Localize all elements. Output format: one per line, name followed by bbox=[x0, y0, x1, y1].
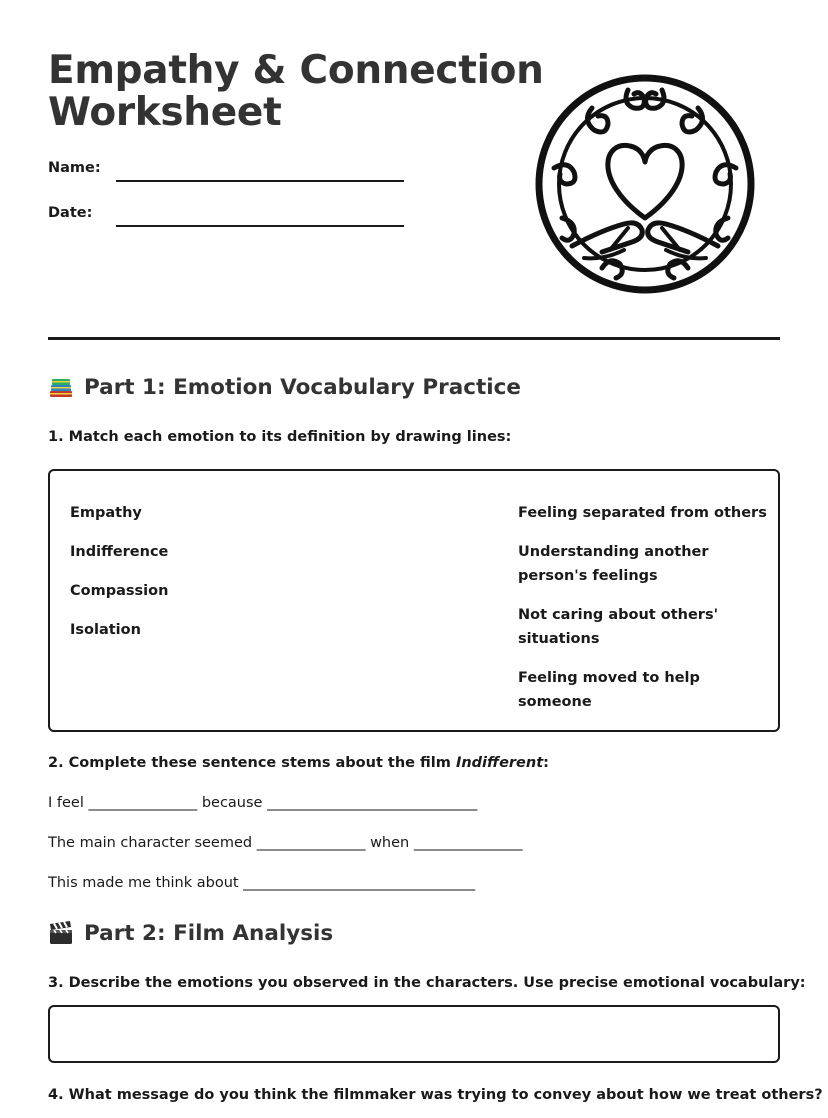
question-2-suffix: : bbox=[543, 755, 549, 771]
question-3-answer-box[interactable] bbox=[48, 1005, 780, 1063]
books-icon bbox=[48, 374, 74, 400]
title-line-1: Empathy & Connection bbox=[48, 48, 544, 93]
part2-title bbox=[48, 920, 333, 946]
page-title bbox=[48, 50, 544, 134]
emotion-item[interactable]: Empathy bbox=[70, 505, 142, 521]
emotion-item[interactable]: Compassion bbox=[70, 583, 169, 599]
definition-list bbox=[518, 505, 768, 729]
date-label: Date: bbox=[48, 205, 93, 221]
question-2-prefix: 2. Complete these sentence stems about the film bbox=[48, 755, 456, 771]
emotion-list bbox=[70, 505, 168, 661]
part1-title bbox=[48, 374, 521, 400]
part1-title-text: Part 1: Emotion Vocabulary Practice bbox=[84, 374, 521, 400]
film-title: Indifferent bbox=[455, 755, 544, 771]
question-4: 4. What message do you think the filmmaker was trying to convey about how we treat others? bbox=[48, 1087, 823, 1103]
sentence-stem[interactable]: The main character seemed _______________ when _______________ bbox=[48, 835, 523, 851]
clapperboard-icon bbox=[48, 920, 74, 946]
question-1: 1. Match each emotion to its definition by drawing lines: bbox=[48, 429, 512, 445]
question-3: 3. Describe the emotions you observed in the characters. Use precise emotional vocabulary: bbox=[48, 975, 806, 991]
sentence-stem[interactable]: This made me think about ________________________________ bbox=[48, 875, 476, 891]
question-2 bbox=[48, 755, 549, 771]
header-divider bbox=[48, 337, 780, 340]
name-line[interactable] bbox=[116, 180, 404, 182]
emotion-item[interactable]: Indifference bbox=[70, 544, 169, 560]
emotion-item[interactable]: Isolation bbox=[70, 622, 141, 638]
definition-item[interactable]: Not caring about others' situations bbox=[518, 607, 719, 647]
definition-item[interactable]: Feeling separated from others bbox=[518, 505, 767, 521]
heart-in-hands-icon bbox=[532, 68, 758, 302]
definition-item[interactable]: Understanding another person's feelings bbox=[518, 544, 709, 584]
title-line-2: Worksheet bbox=[48, 90, 282, 135]
name-label: Name: bbox=[48, 160, 101, 176]
definition-item[interactable]: Feeling moved to help someone bbox=[518, 670, 700, 710]
sentence-stem[interactable]: I feel _______________ because _____________________________ bbox=[48, 795, 478, 811]
part2-title-text: Part 2: Film Analysis bbox=[84, 920, 334, 946]
matching-box bbox=[48, 469, 780, 732]
date-line[interactable] bbox=[116, 225, 404, 227]
